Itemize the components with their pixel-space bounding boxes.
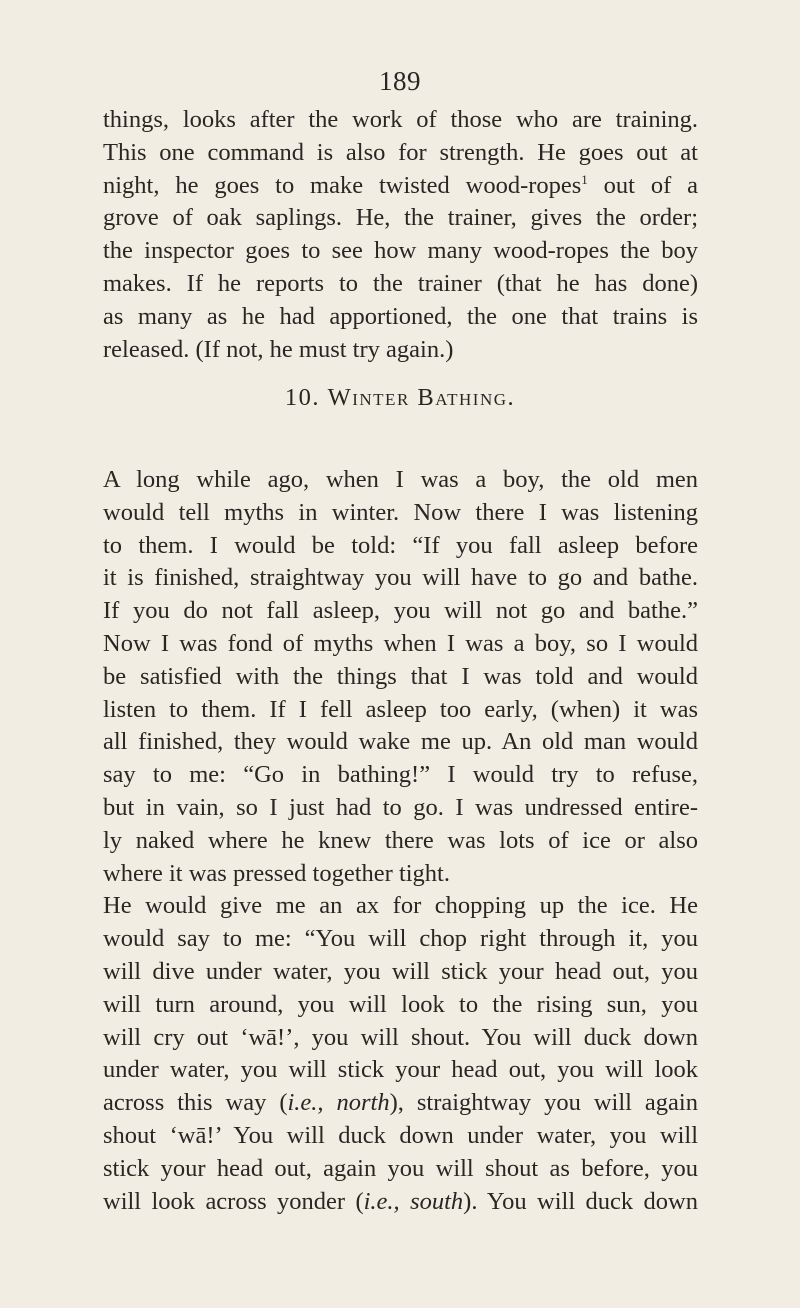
- text-line: [103, 1186, 698, 1219]
- section-number: 10.: [284, 384, 320, 411]
- text-line: say to me: “Go in bathing!” I would try to refuse,: [103, 761, 698, 789]
- text-line: makes. If he reports to the trainer (that he has done): [103, 269, 698, 297]
- text-fragment: out of a: [587, 171, 698, 199]
- text-line: under water, you will stick your head out, you will look: [103, 1056, 698, 1084]
- text-line: will turn around, you will look to the rising sun, you: [103, 990, 698, 1018]
- text-fragment: across this way (: [103, 1089, 288, 1117]
- text-line: [103, 170, 698, 203]
- text-line: grove of oak saplings. He, the trainer, gives the order;: [103, 204, 698, 232]
- text-line: listen to them. If I fell asleep too early, (when) it was: [103, 695, 698, 723]
- text-line: as many as he had apportioned, the one that trains is: [103, 302, 698, 330]
- text-line: would tell myths in winter. Now there I was listening: [103, 498, 698, 526]
- text-line: but in vain, so I just had to go. I was undressed entire-: [103, 793, 698, 821]
- footnote-mark: 1: [581, 171, 588, 187]
- text-line: Now I was fond of myths when I was a boy, so I would: [103, 629, 698, 657]
- italic-fragment: i.e., south: [363, 1187, 464, 1215]
- text-line: will cry out ‘wā!’, you will shout. You will duck down: [103, 1023, 698, 1051]
- text-line: things, looks after the work of those who are training.: [103, 106, 698, 133]
- text-line: A long while ago, when I was a boy, the old men: [103, 466, 698, 493]
- text-line: all finished, they would wake me up. An old man would: [103, 728, 698, 756]
- text-fragment: will look across yonder (: [103, 1187, 364, 1215]
- text-line: released. (If not, he must try again.): [103, 335, 454, 363]
- text-line: be satisfied with the things that I was told and would: [103, 662, 698, 690]
- text-line: This one command is also for strength. He goes out at: [103, 138, 698, 166]
- text-line: the inspector goes to see how many wood-ropes the boy: [103, 237, 698, 265]
- text-line: If you do not fall asleep, you will not go and bathe.”: [103, 597, 698, 625]
- page-number: 189: [379, 66, 421, 96]
- text-fragment: ), straightway you will again: [389, 1089, 698, 1117]
- text-line: [103, 1087, 698, 1120]
- paragraph-training: [103, 104, 698, 366]
- text-line: shout ‘wā!’ You will duck down under water, you will: [103, 1121, 698, 1149]
- italic-fragment: i.e., north: [287, 1089, 390, 1117]
- text-fragment: night, he goes to make twisted wood-ropes: [103, 171, 582, 199]
- section-heading: [0, 384, 800, 412]
- text-line: He would give me an ax for chopping up the ice. He: [103, 892, 698, 920]
- section-title: Winter Bathing.: [327, 384, 516, 411]
- text-line: stick your head out, again you will shout as before, you: [103, 1154, 698, 1182]
- paragraph-winter-bathing: [103, 464, 698, 1218]
- text-line: it is finished, straightway you will have to go and bathe.: [103, 564, 698, 592]
- text-line: will dive under water, you will stick your head out, you: [103, 957, 698, 985]
- text-line: ly naked where he knew there was lots of ice or also: [103, 826, 698, 854]
- text-line: would say to me: “You will chop right through it, you: [103, 925, 698, 953]
- text-line: to them. I would be told: “If you fall asleep before: [103, 531, 698, 559]
- text-fragment: ). You will duck down: [463, 1187, 698, 1215]
- text-line: where it was pressed together tight.: [103, 859, 450, 887]
